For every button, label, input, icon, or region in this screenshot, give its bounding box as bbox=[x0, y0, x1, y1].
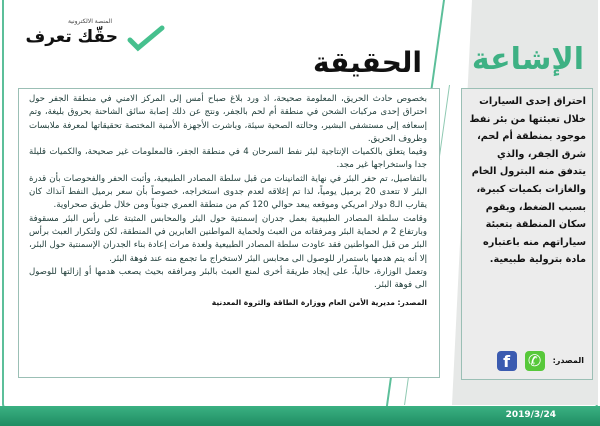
footer-bar bbox=[0, 406, 600, 426]
logo-name: حقّك تعرف bbox=[25, 27, 118, 47]
rumor-source-label: المصدر: bbox=[552, 356, 584, 366]
fact-source: المصدر: مديرية الأمن العام ووزارة الطاقة والثروة المعدنية bbox=[211, 298, 427, 308]
fact-paragraph: بالتفاصيل، تم حفر البئر في نهاية الثمانينات من قبل سلطة المصادر الطبيعية، وأثبت الحفر والفحوصات بأن قدرة البئر لا تتعدى 20 برميل يومياً، لذا تم إغلاقه لعدم جدوى استخراجه، خصوصاً بأن سعر برميل النفط آنذاك كان يقارب الـ8 دولار امريكي وموقعه يبعد حوالي 120 كم من منطقة العمري جنوباً ومن خلال طريق صحراوية. bbox=[29, 173, 427, 211]
fact-title: الحقيقة bbox=[312, 46, 422, 79]
fact-paragraph: وقامت سلطة المصادر الطبيعية بعمل جدران إسمنتية حول البئر والمحابس المثبتة على رأس البئر مسقوفة وبارتفاع 2 م لحماية البئر ومرفقاته من العبث ولحماية المواطنين العابرين في المنطقة، لكن ولتكرار العبث برأس البئر من قبل المواطنين فقد عاودت سلطة المصادر الطبيعية ولعدة مرات إعادة بناء الجدران الإسمنتية حول البئر، إلا أنه يتم هدمها باستمرار للوصول الى محابس البئر لاستخراج ما تجمع منه عند فوهة البئر. bbox=[29, 213, 428, 264]
rumor-title: الإشاعة bbox=[471, 42, 584, 77]
logo bbox=[25, 18, 170, 60]
checkmark-icon bbox=[126, 24, 166, 54]
whatsapp-icon: ✆ bbox=[525, 351, 545, 371]
fact-paragraph: وفيما يتعلق بالكميات الإنتاجية لبئر نفط السرحان 4 في منطقة الجفر، فالمعلومات غير صحيحة، والكميات قليلة جدا واستخراجها غير مجد. bbox=[29, 147, 427, 171]
fact-paragraph: وتعمل الوزارة، حالياً، على إيجاد طريقة أخرى لمنع العبث بالبئر ومرافقه بحيث يصعب هدمها أو إزالتها للوصول الى فوهة البئر. bbox=[29, 266, 427, 291]
date: 2019/3/24 bbox=[505, 410, 556, 420]
rumor-source bbox=[497, 351, 584, 371]
logo-subtitle: المنصة الالكترونية bbox=[67, 18, 112, 25]
facebook-icon: f bbox=[497, 351, 517, 371]
rumor-text: احتراق إحدى السيارات خلال تعبئتها من بئر نفط موجود بمنطقة أم لحم، شرق الجفر، والذي يتدفق منه البترول الخام والغازات بكميات كبيرة، بسبب الضغط، ويقوم سكان المنطقة بتعبئة سياراتهم منه باعتباره مادة بترولية طبيعية. bbox=[469, 96, 586, 266]
fact-panel bbox=[18, 88, 440, 378]
rumor-panel bbox=[461, 88, 593, 380]
fact-paragraph: بخصوص حادث الحريق، المعلومة صحيحة، اذ ورد بلاغ صباح أمس إلى المركز الامني في منطقة الجفر حول احتراق إحدى مركبات الشحن في منطقة أم لحم بالجفر، ونتج عن ذلك إصابة سائق الشاحنة بحروق بليغة، وتم إسعافه إلى مستشفى البشير، وحالته الصحية سيئة، وباشرت الأجهزة الأمنية المختصة تحقيقاتها لمعرفة ملابسات وظروف الحريق. bbox=[29, 94, 427, 144]
